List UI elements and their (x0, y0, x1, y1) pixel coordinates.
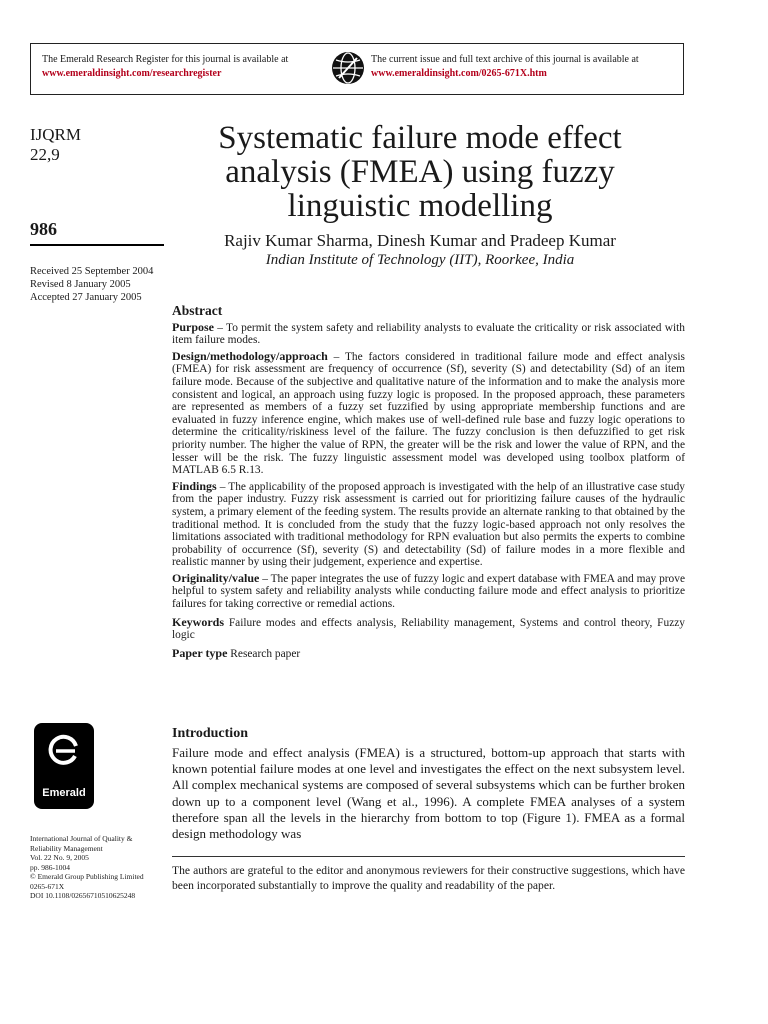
publication-info (30, 834, 170, 901)
banner-left (42, 53, 332, 81)
author-list: Rajiv Kumar Sharma, Dinesh Kumar and Pradeep Kumar (224, 231, 616, 250)
purpose-text: – To permit the system safety and reliability analysts to evaluate the criticality or risk associated with item failure modes. (172, 321, 685, 347)
full-text-archive-link[interactable]: www.emeraldinsight.com/0265-671X.htm (371, 68, 547, 79)
design-text: – The factors considered in traditional failure mode and effect analysis (FMEA) for risk assessment are frequency of occurrence (Sf), severity (S) and detectability (Sd) of an item failure mode. Because of the subjective and qualitative nature of the information and to make the analysis more consistent and logical, an approach using fuzzy logic is proposed. In the proposed approach, these parameters are represented as members of a fuzzy set fuzzified by using appropriate membership functions and are evaluated in fuzzy inference engine, which makes use of well-defined rule base and fuzzy logic operations to determine the criticality/riskiness level of the failure. The fuzzy conclusion is then defuzzified to get risk priority number. The higher the value of RPN, the greater will be the risk and lower the value of RPN, and the lesser will be the risk. The fuzzy linguistic assessment model was developed using toolbox platform of MATLAB 6.5 R.13. (172, 350, 685, 477)
affiliation: Indian Institute of Technology (IIT), Roorkee, India (265, 252, 575, 268)
abstract-design (172, 350, 685, 477)
introduction-text: Failure mode and effect analysis (FMEA) is a structured, bottom-up approach that starts with known potential failure modes at one level and investigates the effect on the next subsystem level. All complex mechanical systems are composed of several subsystems which can be further broken down up to a component level (Wang et al., 1996). A complete FMEA analyses of a system therefore span all the levels in the hierarchy from bottom to top (Figure 1). FMEA as a formal design methodology was (172, 745, 685, 842)
journal-info (30, 125, 81, 165)
purpose-label: Purpose (172, 319, 214, 334)
originality-label: Originality/value (172, 570, 260, 585)
emerald-logo-text: Emerald (42, 787, 86, 799)
keywords-text: Failure modes and effects analysis, Reliability management, Systems and control theory, Fuzzy logic (172, 616, 685, 642)
research-register-link[interactable]: www.emeraldinsight.com/researchregister (42, 68, 222, 79)
design-label: Design/methodology/approach (172, 348, 328, 363)
pubinfo-line: © Emerald Group Publishing Limited (30, 872, 144, 881)
pubinfo-line: International Journal of Quality & (30, 834, 133, 843)
abstract-heading: Abstract (172, 303, 223, 318)
paper-type-label: Paper type (172, 645, 228, 660)
article-title: Systematic failure mode effect analysis (FMEA) using fuzzy linguistic modelling (218, 120, 622, 224)
pubinfo-line: Reliability Management (30, 843, 103, 853)
full-text-archive-text: The current issue and full text archive of this journal is available at (371, 54, 639, 65)
journal-volume: 22,9 (30, 145, 60, 164)
abstract-originality (172, 572, 685, 611)
page-number: 986 (30, 219, 57, 239)
submission-dates (30, 265, 153, 304)
revised-date: Revised 8 January 2005 (30, 279, 131, 290)
emerald-e-icon (45, 732, 83, 770)
introduction-heading: Introduction (172, 726, 248, 741)
abstract-keywords (172, 616, 685, 642)
abstract-purpose (172, 321, 685, 347)
margin-divider (30, 244, 164, 246)
pubinfo-line: DOI 10.1108/02656710510625248 (30, 891, 136, 900)
findings-text: – The applicability of the proposed approach is investigated with the help of an illustrative case study from the paper industry. Fuzzy risk assessment is carried out for prioritizing failure causes of the hydraulic system, a primary element of the feeding system. The results provide an alternate ranking to that obtained by the traditional method. It is concluded from the study that the fuzzy logic-based approach not only resolves the limitations associated with traditional methodology for RPN evaluation but also permits the experts to combine probability of occurrence (Sf), severity (S) and detectability (Sd) of failure modes in a more flexible and realistic manner by using their judgement, experience and expertise. (172, 480, 685, 569)
abstract-findings (172, 480, 685, 569)
research-register-text: The Emerald Research Register for this journal is available at (42, 54, 289, 65)
keywords-label: Keywords (172, 614, 224, 629)
accepted-date: Accepted 27 January 2005 (30, 292, 142, 303)
journal-availability-banner (30, 43, 684, 95)
emerald-logo (34, 723, 94, 809)
journal-code: IJQRM (30, 125, 82, 144)
globe-icon (331, 51, 365, 85)
originality-text: – The paper integrates the use of fuzzy logic and expert database with FMEA and may prove helpful to system safety and reliability analysts while conducting failure mode and effect analysis to prioritize failures for taking corrective or remedial actions. (172, 572, 685, 611)
footnote-divider (172, 856, 685, 857)
received-date: Received 25 September 2004 (30, 266, 154, 277)
pubinfo-line: pp. 986-1004 (30, 862, 70, 872)
introduction-section (172, 726, 685, 842)
findings-label: Findings (172, 478, 217, 493)
acknowledgement-footnote: The authors are grateful to the editor and anonymous reviewers for their constructive suggestions, which have been incorporated substantially to improve the quality and readability of the paper. (172, 864, 685, 892)
pubinfo-line: 0265-671X (30, 881, 65, 891)
paper-type-text: Research paper (227, 647, 301, 660)
pubinfo-line: Vol. 22 No. 9, 2005 (30, 853, 89, 862)
abstract-paper-type (172, 647, 685, 661)
abstract (172, 305, 685, 663)
banner-right (371, 53, 681, 81)
